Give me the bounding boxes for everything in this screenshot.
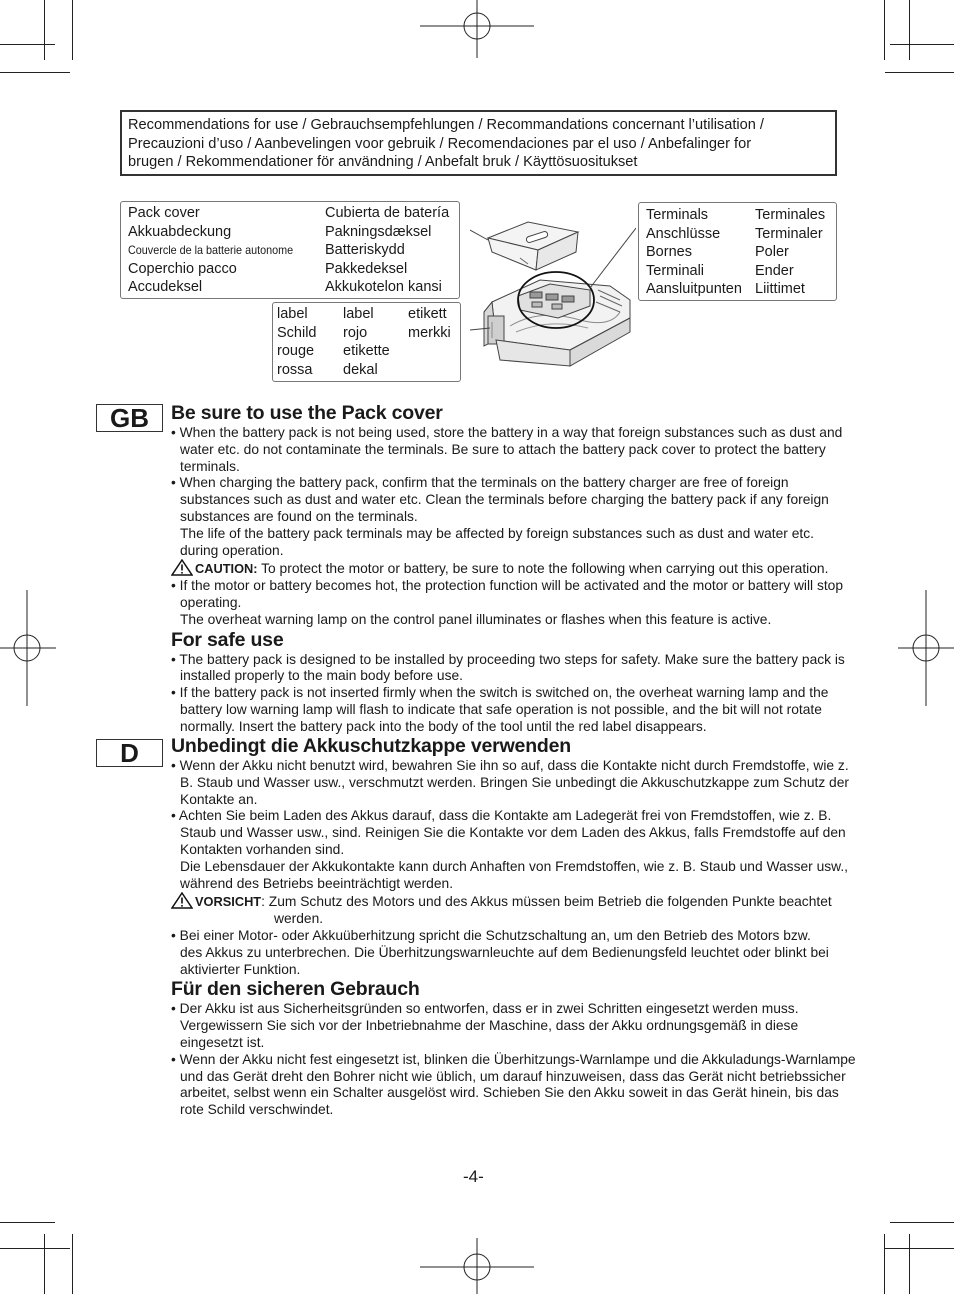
paragraph — [171, 578, 871, 612]
text-line: installed properly to the main body before use. — [180, 668, 464, 684]
text-line: während des Betriebs beeinträchtigt werden. — [180, 875, 454, 891]
text-line: normally. Insert the battery pack into the body of the tool until the red label disappears. — [180, 718, 707, 734]
text-line: rote Schild verschwindet. — [180, 1102, 334, 1118]
terminals-label — [638, 202, 837, 301]
text-line: Staub und Wasser usw., sind. Reinigen Sie die Kontakte vor dem Laden des Akkus, falls Fremdstoffe auf den — [180, 825, 846, 841]
label-text: Poler — [755, 244, 789, 261]
language-tag-d: D — [96, 739, 163, 767]
battery-body-drawing — [484, 280, 630, 366]
label-text: Akkuabdeckung — [128, 223, 232, 240]
pack-cover-drawing — [488, 222, 578, 270]
text-line: B. Staub und Wasser usw., verschmutzt werden. Bringen Sie unbedingt die Akkuschutzkappe zum Schutz der — [180, 774, 849, 790]
paragraph — [171, 1052, 871, 1119]
heading-sicheren-gebrauch: Für den sicheren Gebrauch — [171, 978, 420, 1001]
label-text: Anschlüsse — [646, 225, 721, 242]
caution-text: : Zum Schutz des Motors und des Akkus müssen beim Betrieb die folgenden Punkte beachtet — [261, 894, 832, 910]
text-line: operating. — [180, 594, 242, 610]
paragraph — [171, 685, 871, 735]
text-line: und das Gerät dreht den Bohrer nicht wie üblich, um darauf hinzuweisen, dass das Gerät nicht betriebssicher — [180, 1068, 846, 1084]
caution-line — [171, 559, 871, 578]
paragraph — [171, 859, 871, 893]
heading-akkuschutzkappe: Unbedingt die Akkuschutzkappe verwenden — [171, 735, 571, 757]
label-text: rouge — [277, 343, 315, 360]
paragraph — [171, 612, 871, 629]
label-text: Terminals — [646, 207, 709, 223]
red-label-box — [272, 302, 461, 382]
label-text: Batteriskydd — [325, 242, 405, 259]
text-line: Die Lebensdauer der Akkukontakte kann durch Anhaften von Fremdstoffen, wie z. B. Staub und Wasser usw., — [180, 858, 849, 874]
registration-mark-right — [898, 590, 954, 706]
battery-pack-illustration — [470, 200, 636, 372]
text-line: des Akkus zu unterbrechen. Die Überhitzungswarnleuchte auf dem Bedienungsfeld leuchtet oder blinkt bei — [180, 944, 829, 960]
label-text: Terminaler — [755, 225, 823, 242]
label-text: Pakningsdæksel — [325, 223, 432, 240]
label-text: etikette — [343, 343, 390, 360]
recommendations-box — [120, 110, 837, 176]
section-gb — [171, 402, 871, 736]
text-line: • Der Akku ist aus Sicherheitsgründen so entworfen, dass er in zwei Schritten eingesetzt werden muss. — [171, 1001, 799, 1017]
paragraph — [171, 808, 871, 858]
text-line: substances such as dust and water etc. Clean the terminals before charging the battery pack if any foreign — [180, 492, 829, 508]
text-line: arbeitet, selbst wenn ein Schalter ausgelöst wird. Schieben Sie den Akku soweit in das Gerät hinein, bis das — [180, 1085, 839, 1101]
paragraph — [171, 928, 871, 978]
label-text: label — [277, 306, 308, 322]
text-line: • If the motor or battery becomes hot, the protection function will be activated and the motor or battery will stop — [171, 578, 844, 594]
label-text: label — [343, 306, 374, 322]
text-line: • When the battery pack is not being used, store the battery in a way that foreign substances such as dust and — [171, 425, 843, 440]
caution-line — [171, 892, 871, 911]
registration-mark-top — [420, 0, 534, 58]
registration-mark-left — [0, 590, 56, 706]
label-text: rojo — [343, 324, 368, 341]
caution-label: CAUTION: — [195, 561, 258, 577]
text-line: • When charging the battery pack, confirm that the terminals on the battery charger are free of foreign — [171, 475, 789, 491]
label-text: Bornes — [646, 244, 692, 261]
label-text: rossa — [277, 361, 313, 378]
recommendations-line: Recommendations for use / Gebrauchsempfehlungen / Recommandations concernant l’utilisation / — [128, 117, 764, 133]
text-line: • The battery pack is designed to be installed by proceeding two steps for safety. Make sure the battery pack is — [171, 651, 845, 667]
registration-mark-bottom — [420, 1238, 534, 1294]
text-line: Kontakte an. — [180, 791, 258, 807]
label-text: Aansluitpunten — [646, 281, 742, 298]
label-text: Schild — [277, 324, 317, 341]
recommendations-line: brugen / Rekommendationer för användning / Anbefalt bruk / Käyttösuositukset — [128, 154, 638, 170]
text-line: battery low warning lamp will flash to indicate that safe operation is not possible, and the bit will not rotate — [180, 701, 822, 717]
caution-text: To protect the motor or battery, be sure to note the following when carrying out this operation. — [257, 561, 829, 577]
label-text: Liittimet — [755, 281, 805, 298]
text-line: • Wenn der Akku nicht benutzt wird, bewahren Sie ihn so auf, dass die Kontakte nicht durch Fremdstoffe, wie z. — [171, 758, 849, 773]
caution-label: VORSICHT — [195, 894, 262, 910]
label-text: Ender — [755, 262, 794, 279]
label-text: Couvercle de la batterie autonome — [128, 243, 294, 258]
label-text: Coperchio pacco — [128, 260, 237, 277]
label-text: Akkukotelon kansi — [325, 279, 442, 296]
paragraph — [171, 425, 871, 475]
section-d — [171, 735, 871, 1119]
label-text: Pack cover — [128, 205, 200, 221]
text-line: The overheat warning lamp on the control panel illuminates or flashes when this feature is active. — [180, 611, 772, 627]
paragraph — [171, 475, 871, 525]
text-line: Vergewissern Sie sich vor der Inbetriebnahme der Maschine, dass der Akku ordnungsgemäß in diese — [180, 1018, 799, 1034]
caution-continuation: werden. — [274, 911, 324, 927]
warning-triangle-icon — [171, 559, 193, 576]
warning-triangle-icon — [171, 892, 193, 909]
text-line: substances are found on the terminals. — [180, 508, 418, 524]
label-text: dekal — [343, 361, 378, 378]
text-line: aktivierter Funktion. — [180, 961, 301, 977]
heading-safe-use: For safe use — [171, 628, 284, 651]
text-line: water etc. do not contaminate the terminals. Be sure to attach the battery pack cover to protect the battery — [180, 441, 826, 457]
text-line: Kontakten vorhanden sind. — [180, 841, 345, 857]
label-text: merkki — [408, 324, 451, 341]
label-text: etikett — [408, 306, 447, 322]
label-text: Terminali — [646, 262, 705, 279]
heading-pack-cover: Be sure to use the Pack cover — [171, 402, 443, 424]
label-text: Cubierta de batería — [325, 205, 450, 221]
text-line: • Wenn der Akku nicht fest eingesetzt ist, blinken die Überhitzungs-Warnlampe und die Akkuladungs-Warnlampe — [171, 1051, 856, 1067]
paragraph — [171, 526, 871, 560]
text-line: eingesetzt ist. — [180, 1034, 265, 1050]
recommendations-line: Precauzioni d’uso / Aanbevelingen voor gebruik / Recomendaciones par el uso / Anbefalinger for — [128, 135, 752, 152]
paragraph — [171, 652, 871, 686]
text-line: • Bei einer Motor- oder Akkuüberhitzung spricht die Schutzschaltung an, um den Betrieb des Motors bzw. — [171, 927, 811, 943]
text-line: during operation. — [180, 542, 284, 558]
text-line: • If the battery pack is not inserted firmly when the switch is switched on, the overheat warning lamp and the — [171, 685, 829, 701]
label-text: Accudeksel — [128, 279, 203, 296]
page-number: -4- — [463, 1167, 484, 1186]
pack-cover-label — [120, 201, 460, 299]
paragraph — [171, 758, 871, 808]
label-text: Terminales — [755, 207, 826, 223]
language-tag-gb: GB — [96, 404, 163, 432]
text-line: The life of the battery pack terminals may be affected by foreign substances such as dust and water etc. — [180, 525, 814, 541]
paragraph — [171, 1001, 871, 1051]
text-line: terminals. — [180, 458, 240, 474]
text-line: • Achten Sie beim Laden des Akkus darauf, dass die Kontakte am Ladegerät frei von Fremdstoffen, wie z. B. — [171, 808, 832, 824]
label-text: Pakkedeksel — [325, 260, 408, 277]
